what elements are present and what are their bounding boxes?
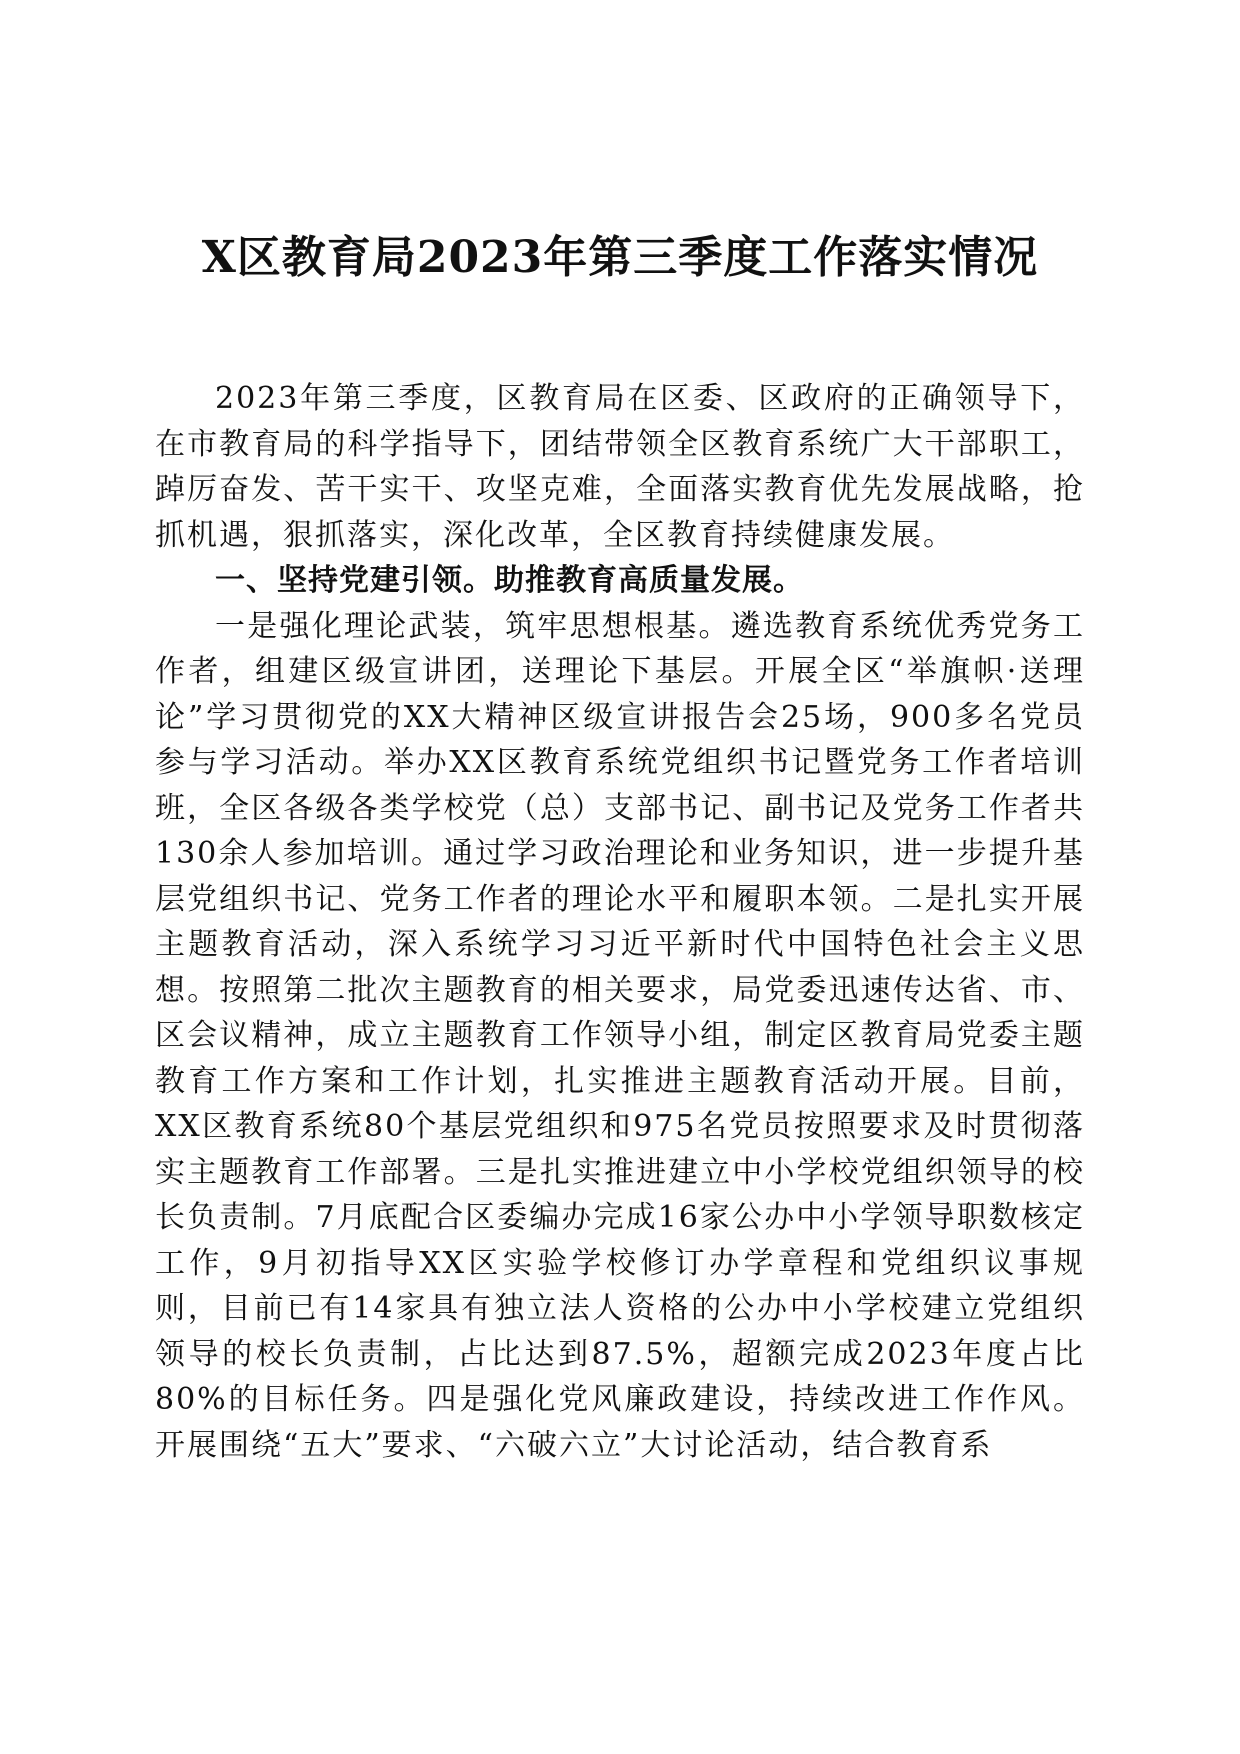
- section-heading: 一、坚持党建引领。助推教育高质量发展。: [215, 563, 804, 598]
- intro-paragraph: 2023年第三季度，区教育局在区委、区政府的正确领导下，在市教育局的科学指导下，团结带领全区教育系统广大干部职工，踔厉奋发、苦干实干、攻坚克难，全面落实教育优先发展战略，抢抓机遇，狠抓落实，深化改革，全区教育持续健康发展。: [155, 381, 1085, 553]
- body-paragraph: 一是强化理论武装，筑牢思想根基。遴选教育系统优秀党务工作者，组建区级宣讲团，送理论下基层。开展全区“举旗帜·送理论”学习贯彻党的XX大精神区级宣讲报告会25场，900多名党员参与学习活动。举办XX区教育系统党组织书记暨党务工作者培训班，全区各级各类学校党（总）支部书记、副书记及党务工作者共130余人参加培训。通过学习政治理论和业务知识，进一步提升基层党组织书记、党务工作者的理论水平和履职本领。二是扎实开展主题教育活动，深入系统学习习近平新时代中国特色社会主义思想。按照第二批次主题教育的相关要求，局党委迅速传达省、市、区会议精神，成立主题教育工作领导小组，制定区教育局党委主题教育工作方案和工作计划，扎实推进主题教育活动开展。目前，XX区教育系统80个基层党组织和975名党员按照要求及时贯彻落实主题教育工作部署。三是扎实推进建立中小学校党组织领导的校长负责制。7月底配合区委编办完成16家公办中小学领导职数核定工作，9月初指导XX区实验学校修订办学章程和党组织议事规则，目前已有14家具有独立法人资格的公办中小学校建立党组织领导的校长负责制，占比达到87.5%，超额完成2023年度占比80%的目标任务。四是强化党风廉政建设，持续改进工作作风。开展围绕“五大”要求、“六破六立”大讨论活动，结合教育系: [155, 608, 1085, 1463]
- document-title: X区教育局2023年第三季度工作落实情况: [201, 232, 1039, 283]
- document-body: [155, 376, 1085, 1468]
